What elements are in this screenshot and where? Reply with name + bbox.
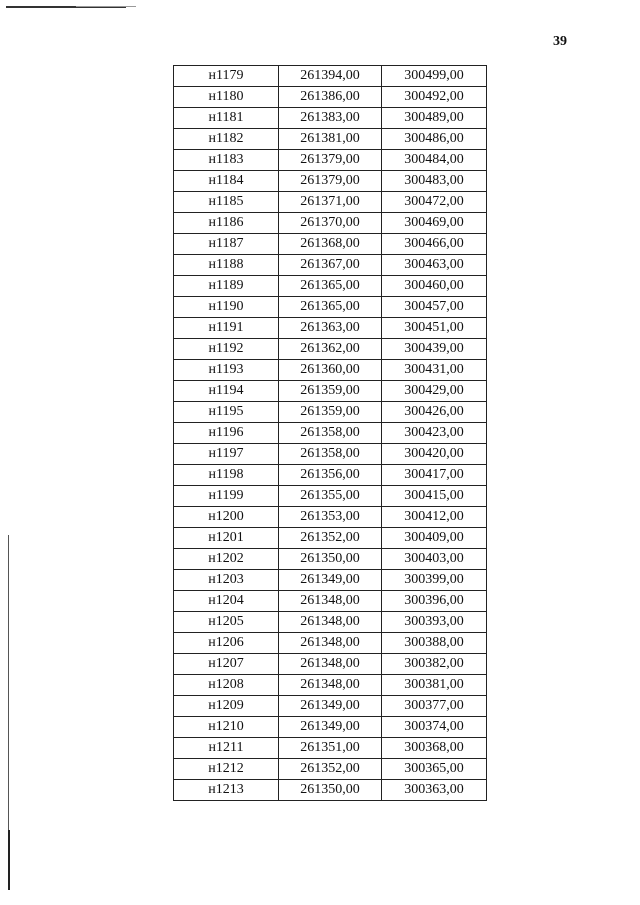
table-row: [174, 297, 487, 318]
y-coordinate-cell: 300403,00: [382, 549, 487, 570]
y-coordinate-cell: 300363,00: [382, 780, 487, 801]
x-coordinate-cell: 261352,00: [279, 528, 382, 549]
x-coordinate-cell: 261360,00: [279, 360, 382, 381]
table-row: [174, 171, 487, 192]
x-coordinate-cell: 261363,00: [279, 318, 382, 339]
x-coordinate-cell: 261358,00: [279, 444, 382, 465]
point-id-cell: н1203: [174, 570, 279, 591]
y-coordinate-cell: 300483,00: [382, 171, 487, 192]
y-coordinate-cell: 300429,00: [382, 381, 487, 402]
y-coordinate-cell: 300377,00: [382, 696, 487, 717]
x-coordinate-cell: 261349,00: [279, 717, 382, 738]
x-coordinate-cell: 261394,00: [279, 66, 382, 87]
y-coordinate-cell: 300374,00: [382, 717, 487, 738]
x-coordinate-cell: 261379,00: [279, 150, 382, 171]
point-id-cell: н1191: [174, 318, 279, 339]
point-id-cell: н1207: [174, 654, 279, 675]
page-number: 39: [553, 34, 567, 49]
point-id-cell: н1206: [174, 633, 279, 654]
table-row: [174, 255, 487, 276]
y-coordinate-cell: 300439,00: [382, 339, 487, 360]
y-coordinate-cell: 300417,00: [382, 465, 487, 486]
y-coordinate-cell: 300486,00: [382, 129, 487, 150]
table-row: [174, 402, 487, 423]
point-id-cell: н1210: [174, 717, 279, 738]
table-row: [174, 696, 487, 717]
y-coordinate-cell: 300368,00: [382, 738, 487, 759]
table-row: [174, 780, 487, 801]
x-coordinate-cell: 261383,00: [279, 108, 382, 129]
top-left-rule: [6, 6, 126, 8]
point-id-cell: н1187: [174, 234, 279, 255]
x-coordinate-cell: 261349,00: [279, 696, 382, 717]
table-row: [174, 150, 487, 171]
table-row: [174, 591, 487, 612]
y-coordinate-cell: 300381,00: [382, 675, 487, 696]
point-id-cell: н1197: [174, 444, 279, 465]
y-coordinate-cell: 300382,00: [382, 654, 487, 675]
y-coordinate-cell: 300393,00: [382, 612, 487, 633]
x-coordinate-cell: 261348,00: [279, 591, 382, 612]
y-coordinate-cell: 300460,00: [382, 276, 487, 297]
table-row: [174, 108, 487, 129]
x-coordinate-cell: 261348,00: [279, 612, 382, 633]
coordinates-table-body: [174, 66, 487, 801]
table-row: [174, 192, 487, 213]
y-coordinate-cell: 300492,00: [382, 87, 487, 108]
point-id-cell: н1205: [174, 612, 279, 633]
x-coordinate-cell: 261365,00: [279, 276, 382, 297]
point-id-cell: н1184: [174, 171, 279, 192]
y-coordinate-cell: 300431,00: [382, 360, 487, 381]
y-coordinate-cell: 300365,00: [382, 759, 487, 780]
y-coordinate-cell: 300399,00: [382, 570, 487, 591]
point-id-cell: н1212: [174, 759, 279, 780]
point-id-cell: н1200: [174, 507, 279, 528]
x-coordinate-cell: 261351,00: [279, 738, 382, 759]
y-coordinate-cell: 300466,00: [382, 234, 487, 255]
x-coordinate-cell: 261367,00: [279, 255, 382, 276]
x-coordinate-cell: 261371,00: [279, 192, 382, 213]
y-coordinate-cell: 300499,00: [382, 66, 487, 87]
table-row: [174, 717, 487, 738]
x-coordinate-cell: 261370,00: [279, 213, 382, 234]
x-coordinate-cell: 261381,00: [279, 129, 382, 150]
table-row: [174, 570, 487, 591]
point-id-cell: н1194: [174, 381, 279, 402]
point-id-cell: н1202: [174, 549, 279, 570]
y-coordinate-cell: 300420,00: [382, 444, 487, 465]
y-coordinate-cell: 300472,00: [382, 192, 487, 213]
table-row: [174, 339, 487, 360]
y-coordinate-cell: 300426,00: [382, 402, 487, 423]
x-coordinate-cell: 261355,00: [279, 486, 382, 507]
x-coordinate-cell: 261350,00: [279, 780, 382, 801]
x-coordinate-cell: 261348,00: [279, 654, 382, 675]
point-id-cell: н1196: [174, 423, 279, 444]
y-coordinate-cell: 300489,00: [382, 108, 487, 129]
table-row: [174, 612, 487, 633]
x-coordinate-cell: 261359,00: [279, 381, 382, 402]
table-row: [174, 276, 487, 297]
table-row: [174, 633, 487, 654]
x-coordinate-cell: 261348,00: [279, 633, 382, 654]
y-coordinate-cell: 300396,00: [382, 591, 487, 612]
y-coordinate-cell: 300484,00: [382, 150, 487, 171]
table-row: [174, 528, 487, 549]
table-row: [174, 675, 487, 696]
table-row: [174, 213, 487, 234]
table-row: [174, 360, 487, 381]
point-id-cell: н1213: [174, 780, 279, 801]
point-id-cell: н1201: [174, 528, 279, 549]
table-row: [174, 654, 487, 675]
table-row: [174, 66, 487, 87]
coordinates-table: [173, 65, 487, 801]
point-id-cell: н1199: [174, 486, 279, 507]
point-id-cell: н1186: [174, 213, 279, 234]
table-row: [174, 444, 487, 465]
table-row: [174, 381, 487, 402]
table-row: [174, 129, 487, 150]
x-coordinate-cell: 261352,00: [279, 759, 382, 780]
point-id-cell: н1183: [174, 150, 279, 171]
table-row: [174, 759, 487, 780]
x-coordinate-cell: 261349,00: [279, 570, 382, 591]
x-coordinate-cell: 261386,00: [279, 87, 382, 108]
point-id-cell: н1209: [174, 696, 279, 717]
y-coordinate-cell: 300409,00: [382, 528, 487, 549]
table-row: [174, 486, 487, 507]
point-id-cell: н1185: [174, 192, 279, 213]
table-row: [174, 87, 487, 108]
y-coordinate-cell: 300412,00: [382, 507, 487, 528]
table-row: [174, 738, 487, 759]
y-coordinate-cell: 300415,00: [382, 486, 487, 507]
y-coordinate-cell: 300463,00: [382, 255, 487, 276]
table-row: [174, 549, 487, 570]
point-id-cell: н1182: [174, 129, 279, 150]
table-row: [174, 465, 487, 486]
x-coordinate-cell: 261379,00: [279, 171, 382, 192]
y-coordinate-cell: 300423,00: [382, 423, 487, 444]
y-coordinate-cell: 300388,00: [382, 633, 487, 654]
x-coordinate-cell: 261353,00: [279, 507, 382, 528]
point-id-cell: н1190: [174, 297, 279, 318]
x-coordinate-cell: 261358,00: [279, 423, 382, 444]
y-coordinate-cell: 300469,00: [382, 213, 487, 234]
point-id-cell: н1198: [174, 465, 279, 486]
table-row: [174, 507, 487, 528]
left-margin-mark: [8, 535, 9, 865]
point-id-cell: н1211: [174, 738, 279, 759]
point-id-cell: н1195: [174, 402, 279, 423]
point-id-cell: н1180: [174, 87, 279, 108]
y-coordinate-cell: 300457,00: [382, 297, 487, 318]
x-coordinate-cell: 261365,00: [279, 297, 382, 318]
x-coordinate-cell: 261350,00: [279, 549, 382, 570]
point-id-cell: н1192: [174, 339, 279, 360]
point-id-cell: н1188: [174, 255, 279, 276]
x-coordinate-cell: 261359,00: [279, 402, 382, 423]
x-coordinate-cell: 261348,00: [279, 675, 382, 696]
point-id-cell: н1193: [174, 360, 279, 381]
left-margin-mark-bottom: [8, 830, 10, 890]
point-id-cell: н1179: [174, 66, 279, 87]
table-row: [174, 423, 487, 444]
point-id-cell: н1189: [174, 276, 279, 297]
point-id-cell: н1204: [174, 591, 279, 612]
point-id-cell: н1181: [174, 108, 279, 129]
x-coordinate-cell: 261362,00: [279, 339, 382, 360]
x-coordinate-cell: 261356,00: [279, 465, 382, 486]
point-id-cell: н1208: [174, 675, 279, 696]
y-coordinate-cell: 300451,00: [382, 318, 487, 339]
table-row: [174, 234, 487, 255]
table-row: [174, 318, 487, 339]
x-coordinate-cell: 261368,00: [279, 234, 382, 255]
